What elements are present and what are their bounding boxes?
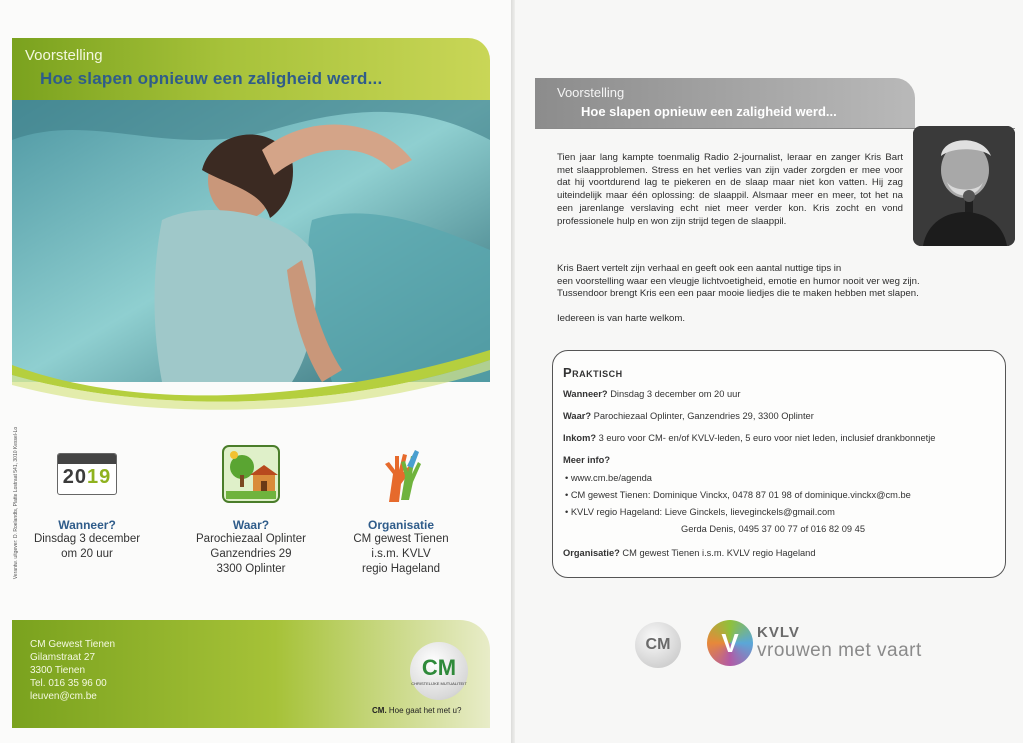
- where-line-2: Ganzendries 29: [210, 548, 292, 560]
- info-contact-cm: • CM gewest Tienen: Dominique Vinckx, 0478 87 01 98 of dominique.vinckx@cm.be: [565, 490, 911, 500]
- kvlv-name: KVLV: [757, 624, 800, 641]
- where-line-3: 3300 Oplinter: [216, 563, 286, 575]
- kvlv-logo-icon: V: [707, 620, 753, 666]
- org-line-2: i.s.m. KVLV: [371, 548, 431, 560]
- right-title: Hoe slapen opnieuw een zaligheid werd...: [581, 104, 837, 119]
- when-line-1: Dinsdag 3 december: [33, 533, 141, 545]
- intro-paragraph: Tien jaar lang kampte toenmalig Radio 2-journalist, leraar en zanger Kris Bart met slaapproblemen. Stress en het verlies van zijn vader zorgden er mee voor dat hij voortdurend lag te piekeren en de slaap maar niet kon vatten. Hij zag uiteindelijk maar één oplossing: de slaappil. Alsmaar meer en meer, tot het na een jarenlange verslaving echt niet meer verder kon. Kris zocht en vond professionele hulp en won zijn strijd tegen de slaappil.: [557, 152, 903, 227]
- info-contact-kvlv-2: Gerda Denis, 0495 37 00 77 of 016 82 09 45: [681, 524, 866, 534]
- when-line-2: om 20 uur: [61, 548, 113, 560]
- org-line-3: regio Hageland: [361, 563, 440, 575]
- practical-where: Waar? Parochiezaal Oplinter, Ganzendries 29, 3300 Oplinter: [563, 411, 814, 421]
- publisher-credit: Verantw. uitgever: D. Roelandts, Platte Lostraat 541, 3010 Kessel-Lo: [13, 426, 19, 580]
- singer-portrait-photo: [913, 126, 1015, 246]
- footer-city: 3300 Tienen: [30, 665, 86, 676]
- right-page: [515, 0, 1023, 743]
- left-page: [0, 0, 511, 743]
- partner-logos: [635, 618, 965, 678]
- info-contact-kvlv: • KVLV regio Hageland: Lieve Ginckels, lieveginckels@gmail.com: [565, 507, 835, 517]
- second-paragraph: Kris Baert vertelt zijn verhaal en geeft ook een aantal nuttige tips in een voorstelling waar een vleugje lichtvoetigheid, emotie en humor nooit ver weg zijn. Tussendoor brengt Kris een een paar mooie liedjes die te maken hebben met slapen.: [557, 263, 920, 300]
- org-line-1: CM gewest Tienen: [353, 533, 449, 545]
- footer-phone: Tel. 016 35 96 00: [30, 678, 107, 689]
- cm-logo-text: CHRISTELIJKE MUTUALITEIT: [411, 680, 467, 686]
- practical-organisation: Organisatie? CM gewest Tienen i.s.m. KVLV regio Hageland: [563, 548, 816, 558]
- welcome-line: Iedereen is van harte welkom.: [557, 313, 685, 324]
- footer-band: [12, 620, 490, 728]
- footer-address: [30, 638, 115, 703]
- right-header: [535, 78, 915, 128]
- where-line-1: Parochiezaal Oplinter: [196, 533, 306, 545]
- info-link-agenda[interactable]: • www.cm.be/agenda: [565, 473, 652, 483]
- footer-street: Gilamstraat 27: [30, 652, 96, 663]
- where-heading: Waar?: [232, 518, 270, 532]
- info-where: [176, 444, 326, 577]
- practical-entry: Inkom? 3 euro voor CM- en/of KVLV-leden, 5 euro voor niet leden, inclusief drankbonnetje: [563, 433, 936, 443]
- practical-title: Praktisch: [563, 365, 623, 380]
- hero-kicker: Voorstelling: [25, 47, 103, 64]
- cm-tagline: CM. Hoe gaat het met u?: [372, 706, 462, 715]
- when-heading: Wanneer?: [58, 518, 116, 532]
- practical-when: Wanneer? Dinsdag 3 december om 20 uur: [563, 389, 741, 399]
- footer-email: leuven@cm.be: [30, 691, 97, 702]
- house-tree-icon: [221, 444, 281, 504]
- green-wave-decoration: [12, 330, 490, 410]
- info-when: [12, 444, 162, 562]
- hero-header: [12, 38, 490, 102]
- cm-logo-badge: [410, 642, 468, 700]
- info-organisation: [326, 444, 476, 577]
- footer-org-name: CM Gewest Tienen: [30, 639, 116, 650]
- hero-title: Hoe slapen opnieuw een zaligheid werd...: [40, 69, 383, 88]
- organisation-heading: Organisatie: [367, 518, 435, 532]
- hands-icon: [371, 444, 431, 504]
- cm-logo-mark: CM: [421, 654, 457, 680]
- right-kicker: Voorstelling: [557, 85, 625, 100]
- practical-info-box: [552, 350, 1006, 578]
- practical-more-info: Meer info?: [563, 455, 611, 465]
- calendar-icon: 2019: [57, 444, 117, 504]
- cm-logo-small: CM: [635, 622, 681, 668]
- kvlv-tagline: vrouwen met vaart: [757, 640, 922, 661]
